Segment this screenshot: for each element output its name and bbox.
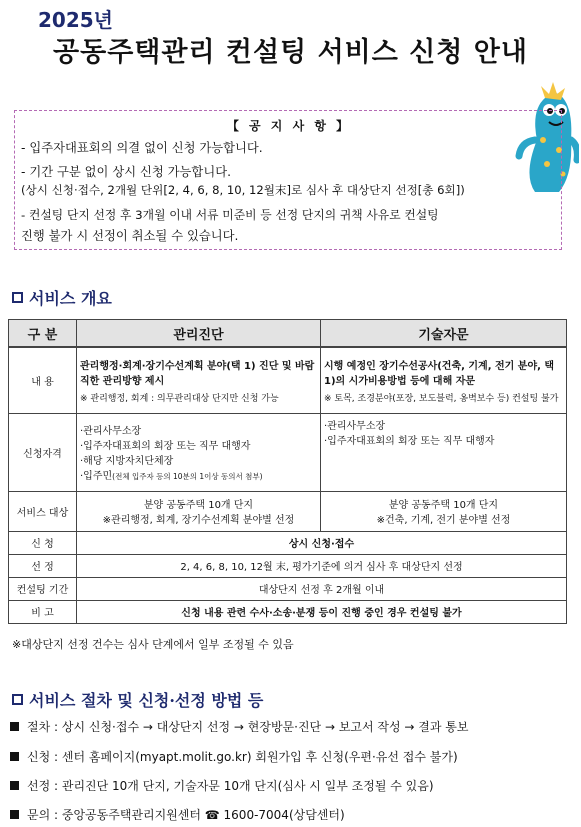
table-cell — [321, 347, 567, 413]
list-item: 선정 : 관리진단 10개 단지, 기술자문 10개 단지(심사 시 일부 조정될 수 있음) — [10, 777, 434, 794]
row-label: 신청자격 — [9, 413, 77, 491]
cell-note: ※ 토목, 조경분야(포장, 보도블럭, 옹벽보수 등) 컨설팅 불가 — [324, 393, 559, 404]
table-cell — [77, 347, 321, 413]
bullet-square-icon — [10, 781, 19, 790]
checkbox-square-icon — [12, 694, 23, 705]
row-label: 컨설팅 기간 — [9, 577, 77, 600]
cell-text: 분양 공동주택 10개 단지 — [388, 500, 499, 511]
table-row — [9, 347, 567, 413]
table-cell: 신청 내용 관련 수사·소송·분쟁 등이 진행 중인 경우 컨설팅 불가 — [77, 600, 567, 623]
cell-line: ·관리사무소장 — [80, 426, 142, 437]
table-row — [9, 554, 567, 577]
cell-text: 시행 예정인 장기수선공사(건축, 기계, 전기 분야, 택1)의 시가비용방법 등에 대해 자문 — [324, 360, 555, 387]
row-label: 내 용 — [9, 347, 77, 413]
table-footnote: ※대상단지 선정 건수는 심사 단계에서 일부 조정될 수 있음 — [12, 638, 294, 651]
cell-note: ※관리행정, 회계, 장기수선계획 분야별 선정 — [102, 515, 295, 526]
cell-line: ·입주민(전체 입주자 등의 10분의 1이상 동의서 첨부) — [80, 471, 263, 482]
notice-line: (상시 신청·접수, 2개월 단위[2, 4, 6, 8, 10, 12월末]로 심사 후 대상단지 선정[총 6회]) — [21, 183, 465, 197]
table-row — [9, 577, 567, 600]
column-header: 관리진단 — [77, 320, 321, 348]
page-title: 공동주택관리 컨설팅 서비스 신청 안내 — [53, 37, 528, 68]
row-label: 비 고 — [9, 600, 77, 623]
table-cell: 대상단지 선정 후 2개월 이내 — [77, 577, 567, 600]
list-item: 문의 : 중앙공동주택관리지원센터 ☎ 1600-7004(상담센터) — [10, 806, 345, 823]
table-header-row — [9, 320, 567, 348]
table-cell — [321, 413, 567, 491]
cell-line: ·입주자대표회의 회장 또는 직무 대행자 — [324, 435, 495, 447]
cell-text: 분양 공동주택 10개 단지 — [143, 500, 254, 511]
column-header: 구 분 — [9, 320, 77, 348]
cell-note: ※ 관리행정, 회계 : 의무관리대상 단지만 신청 가능 — [80, 393, 279, 404]
cell-text: 관리행정·회계·장기수선계획 분야(택 1) 진단 및 바람직한 관리방향 제시 — [80, 360, 315, 387]
table-cell — [77, 491, 321, 531]
column-header: 기술자문 — [321, 320, 567, 348]
cell-line: ·입주자대표회의 회장 또는 직무 대행자 — [80, 441, 251, 452]
table-cell: 2, 4, 6, 8, 10, 12월 末, 평가기준에 의거 심사 후 대상단지 선정 — [77, 554, 567, 577]
notice-line: - 컨설팅 단지 선정 후 3개월 이내 서류 미준비 등 선정 단지의 귀책 사유로 컨설팅 — [21, 208, 439, 222]
notice-heading: 【 공 지 사 항 】 — [226, 119, 352, 133]
bullet-square-icon — [10, 722, 19, 731]
section-heading-overview: 서비스 개요 — [12, 286, 112, 309]
checkbox-square-icon — [12, 292, 23, 303]
table-row — [9, 491, 567, 531]
bullet-square-icon — [10, 752, 19, 761]
table-row — [9, 600, 567, 623]
notice-line: - 기간 구분 없이 상시 신청 가능합니다. — [21, 165, 231, 179]
list-item: 신청 : 센터 홈페이지(myapt.molit.go.kr) 회원가입 후 신청(우편·유선 접수 불가) — [10, 748, 458, 765]
notice-box — [14, 110, 562, 250]
cell-note: ※건축, 기계, 전기 분야별 선정 — [376, 515, 511, 526]
row-label: 신 청 — [9, 531, 77, 554]
table-cell: 상시 신청·접수 — [77, 531, 567, 554]
notice-line: 진행 불가 시 선정이 취소될 수 있습니다. — [21, 229, 239, 243]
row-label: 서비스 대상 — [9, 491, 77, 531]
cell-line: ·해당 지방자치단체장 — [80, 456, 174, 467]
table-cell — [77, 413, 321, 491]
notice-line: - 입주자대표회의 의결 없이 신청 가능합니다. — [21, 141, 263, 155]
service-overview-table — [8, 319, 567, 624]
bullet-square-icon — [10, 810, 19, 819]
table-row — [9, 413, 567, 491]
section-heading-process: 서비스 절차 및 신청·선정 방법 등 — [12, 688, 263, 711]
row-label: 선 정 — [9, 554, 77, 577]
list-item: 절차 : 상시 신청·접수 → 대상단지 선정 → 현장방문·진단 → 보고서 작성 → 결과 통보 — [10, 718, 468, 735]
table-cell — [321, 491, 567, 531]
year-label: 2025년 — [38, 8, 113, 32]
table-row — [9, 531, 567, 554]
cell-line: ·관리사무소장 — [324, 420, 386, 432]
